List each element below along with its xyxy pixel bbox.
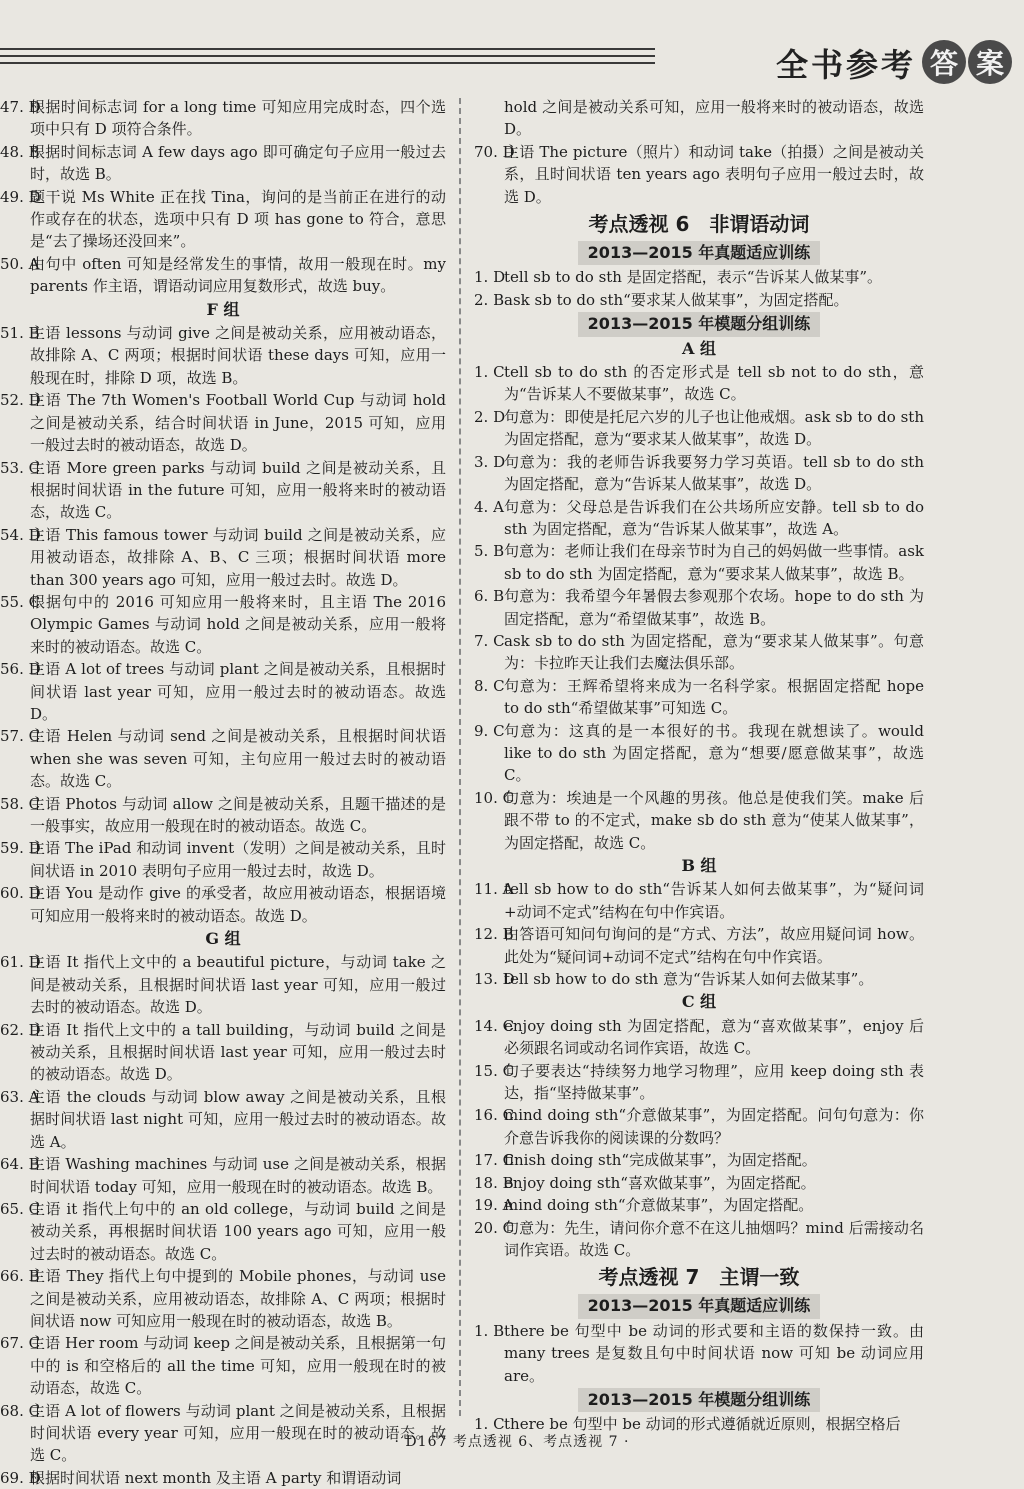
answer-number: 1. C xyxy=(474,1415,505,1434)
answer-number: 10. C xyxy=(474,788,515,807)
answer-item xyxy=(474,1015,924,1060)
answer-badge-1: 答 xyxy=(922,40,966,84)
answer-item xyxy=(0,725,446,792)
answer-item xyxy=(0,322,446,389)
answer-number: 61. D xyxy=(0,953,41,972)
answer-number: 1. C xyxy=(474,363,505,382)
answer-item xyxy=(0,96,446,141)
answer-explanation: 主语 Washing machines 与动词 use 之间是被动关系，根据时间状语 today 可知，应用一般现在时的被动语态。故选 B。 xyxy=(30,1155,446,1196)
answer-item xyxy=(0,882,446,927)
answer-item xyxy=(474,361,924,406)
answer-number: 15. C xyxy=(474,1061,515,1080)
answer-number: 64. B xyxy=(0,1155,40,1174)
answer-item xyxy=(0,141,446,186)
answer-item xyxy=(0,1332,446,1399)
answer-explanation: 主语 The picture（照片）和动词 take（拍摄）之间是被动关系，且时间状语 ten years ago 表明句子应用一般过去时，故选 D。 xyxy=(504,142,924,206)
answer-item xyxy=(0,524,446,591)
answer-number: 49. D xyxy=(0,187,41,206)
answer-explanation: 句意为：先生，请问你介意不在这儿抽烟吗？mind 后需接动名词作宾语。故选 C。 xyxy=(504,1218,924,1259)
answer-explanation: ask sb to do sth“要求某人做某事”，为固定搭配。 xyxy=(504,290,849,309)
answer-explanation: 根据句中的 2016 可知应用一般将来时，且主语 The 2016 Olympic Games 与动词 hold 之间是被动关系，应用一般将来时的被动语态。故选 C。 xyxy=(30,592,446,656)
answer-number: 48. B xyxy=(0,142,40,161)
answer-number: 59. D xyxy=(0,839,41,858)
answer-number: 57. C xyxy=(0,727,41,746)
answer-item xyxy=(474,289,924,311)
header-rule xyxy=(0,48,655,69)
answer-number: 19. A xyxy=(474,1196,514,1215)
answer-number: 2. B xyxy=(474,290,505,309)
subsection-wrapper xyxy=(474,312,924,336)
section-title: 考点透视 7 主谓一致 xyxy=(598,1265,800,1290)
answer-explanation: ask sb to do sth 为固定搭配，意为“要求某人做某事”。句意为：卡拉昨天让我们去魔法俱乐部。 xyxy=(504,631,924,673)
answer-item xyxy=(474,266,924,288)
answer-item xyxy=(0,457,446,524)
group-heading: C 组 xyxy=(681,992,717,1012)
column-divider xyxy=(459,98,461,1416)
answer-item xyxy=(474,141,924,208)
answer-explanation: 主语 A lot of flowers 与动词 plant 之间是被动关系，且根据时间状语 every year 可知，应用一般现在时的被动语态。故选 C。 xyxy=(30,1401,446,1465)
subsection-title: 2013—2015 年模题分组训练 xyxy=(578,1388,821,1412)
answer-explanation: 句意为：父母总是告诉我们在公共场所应安静。tell sb to do sth 为固定搭配，意为“告诉某人做某事”，故选 A。 xyxy=(504,497,924,538)
answer-item xyxy=(474,675,924,720)
answer-explanation: 句意为：我希望今年暑假去参观那个农场。hope to do sth 为固定搭配，意为“希望做某事”，故选 B。 xyxy=(504,587,924,628)
group-heading: G 组 xyxy=(205,929,241,949)
answer-number: 17. C xyxy=(474,1151,515,1170)
answer-item xyxy=(474,1194,924,1216)
answer-item xyxy=(0,951,446,1018)
answer-explanation: 句意为：我的老师告诉我要努力学习英语。tell sb to do sth 为固定搭配，意为“告诉某人做某事”，故选 D。 xyxy=(504,452,924,494)
answer-number: 50. A xyxy=(0,254,40,273)
page-footer: · D167 考点透视 6、考点透视 7 · xyxy=(394,1434,630,1450)
answer-number: 18. B xyxy=(474,1173,514,1192)
answer-number: 2. D xyxy=(474,407,506,426)
answer-explanation: 主语 Photos 与动词 allow 之间是被动关系，且题干描述的是一般事实，故应用一般现在时的被动语态。故选 C。 xyxy=(30,794,446,835)
answer-explanation: there be 句型中 be 动词的形式要和主语的数保持一致。由 many trees 是复数且句中时间状语 now 可知 be 动词应用 are。 xyxy=(504,1321,924,1385)
answer-number: 54. D xyxy=(0,525,41,544)
answer-explanation: 主语 Helen 与动词 send 之间是被动关系，且根据时间状语 when she was seven 可知，主句应用一般过去时的被动语态。故选 C。 xyxy=(30,727,446,791)
answer-item xyxy=(0,1153,446,1198)
answer-continuation: hold 之间是被动关系可知，应用一般将来时的被动语态，故选 D。 xyxy=(504,98,924,139)
answer-explanation: 主语 The iPad 和动词 invent（发明）之间是被动关系，且时间状语 in 2010 表明句子应用一般过去时，故选 D。 xyxy=(30,839,446,880)
answer-explanation: 句意为：即使是托尼六岁的儿子也让他戒烟。ask sb to do sth 为固定搭配，意为“要求某人做某事”，故选 D。 xyxy=(504,407,924,449)
answer-explanation: 主语 This famous tower 与动词 build 之间是被动关系，应用被动语态，故排除 A、B、C 三项；根据时间状语 more than 300 years ago 可知，应用一般过去时。故选 D。 xyxy=(30,525,446,589)
answer-explanation: tell sb how to do sth“告诉某人如何去做某事”，为“疑问词+动词不定式”结构在句中作宾语。 xyxy=(504,880,924,921)
section-title: 考点透视 6 非谓语动词 xyxy=(588,212,810,237)
answer-badge-2: 案 xyxy=(968,40,1012,84)
answer-number: 52. D xyxy=(0,391,41,410)
answer-item xyxy=(0,389,446,456)
answer-explanation: enjoy doing sth“喜欢做某事”，为固定搭配。 xyxy=(504,1173,816,1192)
answer-explanation: 主语 More green parks 与动词 build 之间是被动关系，且根据时间状语 in the future 可知，应用一般将来时的被动语态，故选 C。 xyxy=(30,458,446,522)
answer-explanation: 主语 lessons 与动词 give 之间是被动关系，应用被动语态，故排除 A、C 两项；根据时间状语 these days 可知，应用一般现在时，排除 D 项，故选 B。 xyxy=(30,324,446,387)
subsection-title: 2013—2015 年真题适应训练 xyxy=(578,1294,821,1318)
answer-number: 47. D xyxy=(0,98,41,116)
answer-explanation: 主语 A lot of trees 与动词 plant 之间是被动关系，且根据时间状语 last year 可知，应用一般过去时的被动语态。故选 D。 xyxy=(30,660,446,723)
answer-explanation: 句意为：这真的是一本很好的书。我现在就想读了。would like to do sth 为固定搭配，意为“想要/愿意做某事”，故选 C。 xyxy=(504,721,924,785)
answer-number: 55. C xyxy=(0,592,41,611)
answer-number: 1. D xyxy=(474,268,506,287)
answer-item xyxy=(0,1086,446,1153)
answer-explanation: there be 句型中 be 动词的形式遵循就近原则，根据空格后 xyxy=(504,1415,901,1434)
answer-explanation: finish doing sth“完成做某事”，为固定搭配。 xyxy=(504,1151,817,1170)
answer-explanation: 句意为：王辉希望将来成为一名科学家。根据固定搭配 hope to do sth“希望做某事”可知选 C。 xyxy=(504,676,924,718)
answer-number: 60. D xyxy=(0,884,41,903)
answer-number: 11. A xyxy=(474,880,514,899)
answer-item xyxy=(474,630,924,675)
answer-explanation: mind doing sth“介意做某事”，为固定搭配。问句句意为：你介意告诉我你的阅读课的分数吗？ xyxy=(504,1106,924,1147)
answer-item xyxy=(0,186,446,253)
brand-title: 全书参考 xyxy=(775,46,916,84)
answer-number: 62. D xyxy=(0,1020,41,1039)
answer-item xyxy=(474,540,924,585)
answer-explanation: 主语 the clouds 与动词 blow away 之间是被动关系，且根据时间状语 last night 可知，应用一般过去时的被动语态。故选 A。 xyxy=(30,1087,446,1151)
answer-item xyxy=(474,878,924,923)
answer-item xyxy=(0,658,446,725)
answer-number: 7. C xyxy=(474,631,505,650)
answer-number: 8. C xyxy=(474,676,505,695)
answer-explanation: 题干说 Ms White 正在找 Tina，询问的是当前正在进行的动作或存在的状态，选项中只有 D 项 has gone to 符合，意思是“去了操场还没回来”。 xyxy=(30,187,446,251)
answer-item xyxy=(474,787,924,854)
answer-explanation: 句意为：埃迪是一个风趣的男孩。他总是使我们笑。make 后跟不带 to 的不定式，make sb do sth 意为“使某人做某事”，为固定搭配，故选 C。 xyxy=(504,788,924,852)
subsection-wrapper xyxy=(474,241,924,265)
answer-number: 4. A xyxy=(474,497,504,516)
answer-explanation: 主语 They 指代上句中提到的 Mobile phones，与动词 use 之间是被动关系，应用被动语态，故排除 A、C 两项；根据时间状语 now 可知应用一般现在时的被动语态，故选 B。 xyxy=(30,1267,446,1330)
answer-number: 3. D xyxy=(474,452,506,471)
answer-number: 53. C xyxy=(0,458,41,477)
answer-number: 66. B xyxy=(0,1267,40,1286)
answer-item xyxy=(474,1149,924,1171)
group-heading: B 组 xyxy=(681,856,717,875)
group-heading: A 组 xyxy=(682,338,716,358)
answer-item xyxy=(0,1198,446,1265)
answer-number: 9. C xyxy=(474,721,505,740)
answer-item xyxy=(474,1060,924,1105)
answer-explanation: 句子要表达“持续努力地学习物理”，应用 keep doing sth 表达，指“坚持做某事”。 xyxy=(504,1061,924,1103)
answer-item xyxy=(474,1172,924,1194)
answer-number: 67. C xyxy=(0,1334,41,1353)
answer-number: 51. B xyxy=(0,324,40,343)
answer-explanation: 由句中 often 可知是经常发生的事情，故用一般现在时。my parents 作主语，谓语动词应用复数形式，故选 buy。 xyxy=(30,254,446,296)
left-column xyxy=(0,96,446,1489)
answer-item xyxy=(474,585,924,630)
answer-number: 69. D xyxy=(0,1468,41,1487)
answer-explanation: tell sb how to do sth 意为“告诉某人如何去做某事”。 xyxy=(504,970,874,989)
answer-item xyxy=(0,253,446,298)
answer-explanation: 句意为：老师让我们在母亲节时为自己的妈妈做一些事情。ask sb to do sth 为固定搭配，意为“要求某人做某事”，故选 B。 xyxy=(504,542,924,583)
group-heading: F 组 xyxy=(206,299,240,319)
answer-number: 6. B xyxy=(474,587,505,606)
subsection-wrapper xyxy=(474,1388,924,1412)
answer-item xyxy=(474,1104,924,1149)
answer-number: 13. D xyxy=(474,970,515,989)
answer-explanation: 主语 It 指代上文中的 a beautiful picture，与动词 take 之间是被动关系，且根据时间状语 last year 可知，应用一般过去时的被动语态。故选 D。 xyxy=(30,953,446,1017)
answer-explanation: 根据时间状语 next month 及主语 A party 和谓语动词 xyxy=(30,1468,402,1487)
answer-explanation: 主语 You 是动作 give 的承受者，故应用被动语态，根据语境可知应用一般将来时的被动语态。故选 D。 xyxy=(30,884,446,925)
answer-number: 1. B xyxy=(474,1321,505,1340)
answer-explanation: 由答语可知问句询问的是“方式、方法”，故应用疑问词 how。此处为“疑问词+动词不定式”结构在句中作宾语。 xyxy=(504,925,924,966)
answer-item xyxy=(474,406,924,451)
answer-explanation: mind doing sth“介意做某事”，为固定搭配。 xyxy=(504,1196,814,1215)
answer-item xyxy=(0,1019,446,1086)
answer-explanation: 主语 it 指代上句中的 an old college，与动词 build 之间是被动关系，再根据时间状语 100 years ago 可知，应用一般过去时的被动语态。故选 C。 xyxy=(30,1199,446,1263)
answer-number: 63. A xyxy=(0,1087,40,1106)
answer-item xyxy=(474,496,924,541)
subsection-wrapper xyxy=(474,1294,924,1318)
answer-explanation: 主语 Her room 与动词 keep 之间是被动关系，且根据第一句中的 is 和空格后的 all the time 可知，应用一般现在时的被动语态，故选 C。 xyxy=(30,1334,446,1398)
answer-number: 5. B xyxy=(474,542,505,561)
answer-item xyxy=(0,1265,446,1332)
right-column xyxy=(474,96,924,1436)
answer-number: 14. C xyxy=(474,1016,515,1035)
subsection-title: 2013—2015 年模题分组训练 xyxy=(578,312,821,336)
answer-explanation: tell sb to do sth 是固定搭配，表示“告诉某人做某事”。 xyxy=(504,268,883,287)
answer-number: 16. C xyxy=(474,1106,515,1125)
answer-item xyxy=(0,591,446,658)
answer-item xyxy=(474,720,924,787)
answer-number: 65. C xyxy=(0,1199,41,1218)
answer-item xyxy=(474,1320,924,1387)
answer-explanation: 根据时间标志词 A few days ago 即可确定句子应用一般过去时，故选 B。 xyxy=(30,142,446,184)
answer-number: 58. C xyxy=(0,794,41,813)
answer-explanation: 根据时间标志词 for a long time 可知应用完成时态，四个选项中只有 D 项符合条件。 xyxy=(30,98,446,139)
answer-item xyxy=(474,968,924,990)
answer-item xyxy=(0,793,446,838)
answer-number: 12. B xyxy=(474,925,514,944)
subsection-title: 2013—2015 年真题适应训练 xyxy=(578,241,821,265)
answer-number: 68. C xyxy=(0,1401,41,1420)
answer-number: 56. D xyxy=(0,660,41,679)
answer-item xyxy=(474,923,924,968)
answer-number: 20. C xyxy=(474,1218,515,1237)
answer-explanation: enjoy doing sth 为固定搭配，意为“喜欢做某事”，enjoy 后必须跟名词或动名词作宾语，故选 C。 xyxy=(504,1016,924,1058)
answer-item xyxy=(0,837,446,882)
answer-explanation: 主语 The 7th Women's Football World Cup 与动词 hold 之间是被动关系，结合时间状语 in June，2015 可知，应用一般过去时的被动语态，故选 D。 xyxy=(30,391,446,455)
answer-item xyxy=(0,1467,446,1489)
answer-number: 70. D xyxy=(474,142,515,161)
answer-item xyxy=(474,451,924,496)
answer-item xyxy=(474,1217,924,1262)
answer-explanation: 主语 It 指代上文中的 a tall building，与动词 build 之间是被动关系，且根据时间状语 last year 可知，应用一般过去时的被动语态。故选 D。 xyxy=(30,1020,446,1084)
answer-explanation: tell sb to do sth 的否定形式是 tell sb not to do sth，意为“告诉某人不要做某事”，故选 C。 xyxy=(504,363,924,404)
